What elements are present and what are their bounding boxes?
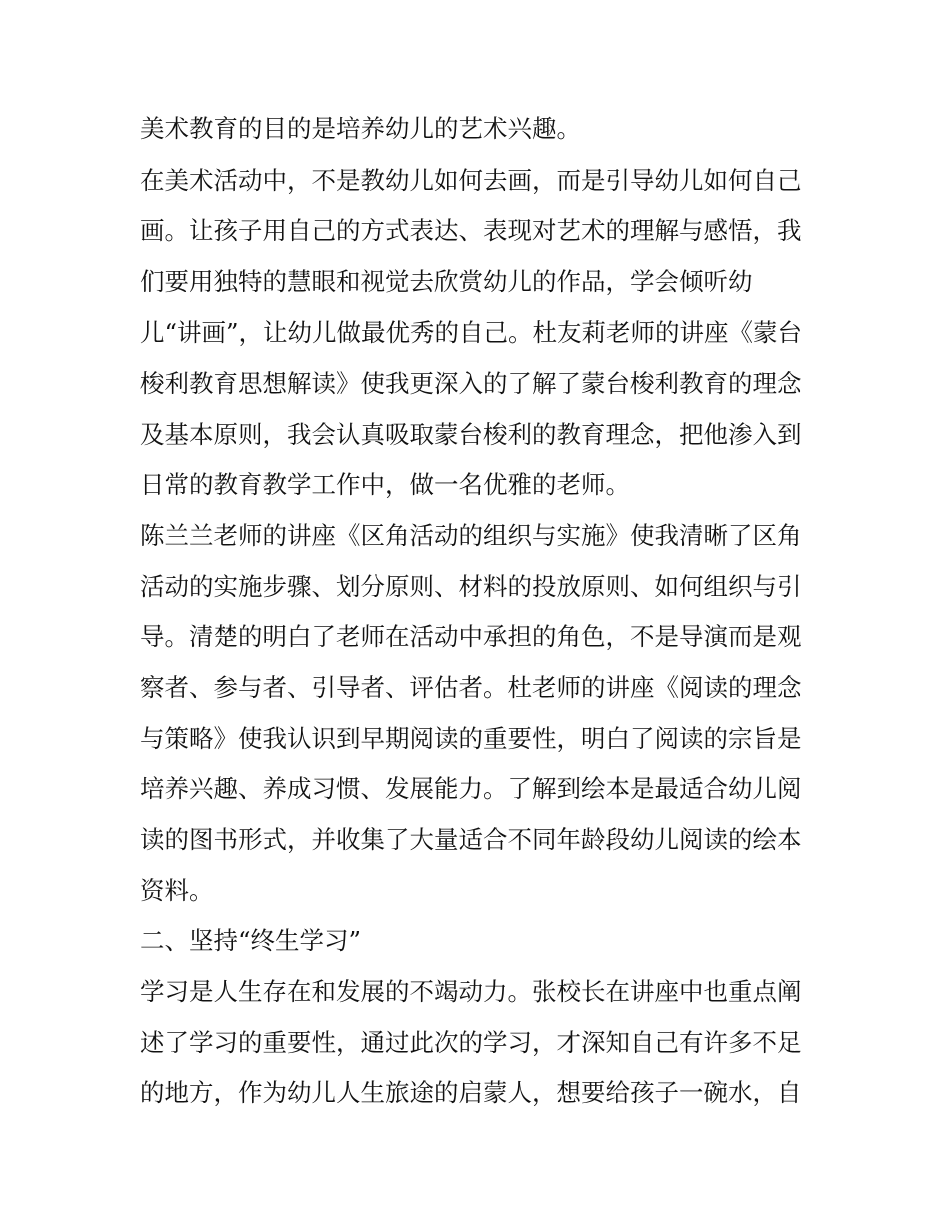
text-line: 及基本原则，我会认真吸取蒙台梭利的教育理念，把他渗入到 [140,420,802,449]
text-line: 察者、参与者、引导者、评估者。杜老师的讲座《阅读的理念 [140,673,802,702]
text-line: 儿“讲画”，让幼儿做最优秀的自己。杜友莉老师的讲座《蒙台 [140,318,803,347]
text-line: 们要用独特的慧眼和视觉去欣赏幼儿的作品，学会倾听幼 [140,267,753,296]
text-line: 读的图书形式，并收集了大量适合不同年龄段幼儿阅读的绘本 [140,825,802,854]
text-line: 梭利教育思想解读》使我更深入的了解了蒙台梭利教育的理念 [140,369,802,398]
text-line: 美术教育的目的是培养幼儿的艺术兴趣。 [140,114,581,143]
text-line: 资料。 [140,876,214,905]
text-line: 与策略》使我认识到早期阅读的重要性，明白了阅读的宗旨是 [140,724,802,753]
text-line: 画。让孩子用自己的方式表达、表现对艺术的理解与感悟，我 [140,216,802,245]
text-line: 在美术活动中，不是教幼儿如何去画，而是引导幼儿如何自己 [140,166,802,195]
text-line: 日常的教育教学工作中，做一名优雅的老师。 [140,470,630,499]
text-line: 学习是人生存在和发展的不竭动力。张校长在讲座中也重点阐 [140,977,802,1006]
text-line: 培养兴趣、养成习惯、发展能力。了解到绘本是最适合幼儿阅 [140,774,802,803]
text-line: 陈兰兰老师的讲座《区角活动的组织与实施》使我清晰了区角 [140,521,802,550]
text-line: 的地方，作为幼儿人生旅途的启蒙人，想要给孩子一碗水，自 [140,1078,802,1107]
text-line: 述了学习的重要性，通过此次的学习，才深知自己有许多不足 [140,1028,802,1057]
text-line: 活动的实施步骤、划分原则、材料的投放原则、如何组织与引 [140,572,802,601]
text-line: 导。清楚的明白了老师在活动中承担的角色，不是导演而是观 [140,622,802,651]
section-heading: 二、坚持“终生学习” [140,926,362,955]
